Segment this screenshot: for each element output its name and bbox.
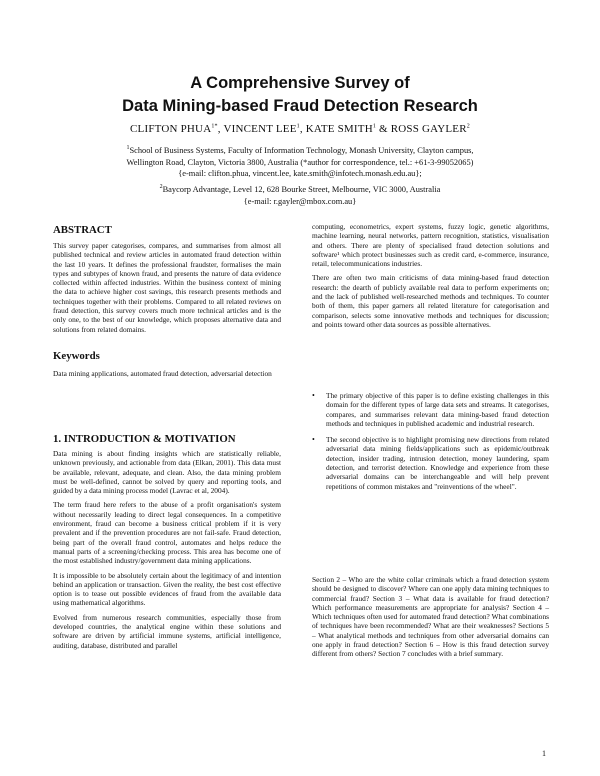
right-column-text	[312, 222, 549, 334]
affiliation-line: Wellington Road, Clayton, Victoria 3800, Australia (*author for correspondence, tel.: +61-3-99052065)	[126, 157, 474, 167]
paper-title-line-1: A Comprehensive Survey of	[190, 74, 410, 92]
list-item: • The primary objective of this paper is to define existing challenges in this domain for the different types of large data sets and streams. It categorises, compares, and summarises relevant data mining-based fraud detection methods and techniques in published academic and industrial research.	[312, 391, 549, 428]
author-affiliation-mark: 1	[372, 123, 377, 130]
affiliation-line: Baycorp Advantage, Level 12, 628 Bourke Street, Melbourne, VIC 3000, Australia	[162, 185, 441, 194]
objectives-list	[312, 391, 549, 498]
body-paragraph: It is impossible to be absolutely certain about the legitimacy of and intention behind an application or transaction. Given the reality, the best cost effective option is to tease out possible evidences of fraud from the available data using mathematical algorithms.	[53, 570, 281, 608]
affiliation-email: {e-mail: r.gayler@mbox.com.au}	[243, 196, 357, 206]
author-affiliation-mark: 2	[466, 123, 470, 130]
affiliation-2	[0, 184, 600, 207]
author-list	[0, 122, 600, 136]
body-paragraph: There are often two main criticisms of data mining-based fraud detection research: the dearth of publicly available real data to perform experiments on; and the lack of published well-researched methods and techniques. To counter both of them, this paper garners all related literature for categorisation and comparison, selects some innovative methods and techniques for discussion; and points toward other data sources as possible alternatives.	[312, 273, 549, 329]
body-paragraph: Section 2 – Who are the white collar criminals which a fraud detection system should be designed to discover? Where can one apply data mining techniques to commercial fraud? Section 3 – What data is available for fraud detection? Which performance measurements are appropriate for analysis? Section 4 – Which techniques often used for automated fraud detection? What combinations of techniques have been recommended? What are their weaknesses? Sections 5 – What analytical methods and techniques from other adversarial domains can one apply in fraud detection? Section 6 – How is this fraud detection survey different from others? Section 7 concludes with a brief summary.	[312, 575, 549, 659]
section-overview	[312, 575, 549, 664]
abstract-heading: ABSTRACT	[53, 224, 112, 236]
affiliation-mark: 1	[126, 145, 130, 152]
body-paragraph: The term fraud here refers to the abuse of a profit organisation's system without necessarily leading to direct legal consequences. In a competitive environment, fraud can become a business critical problem if it is very prevalent and if the prevention procedures are not fail-safe. Fraud detection, being part of the overall fraud control, automates and helps reduce the manual parts of a screening/checking process. This area has become one of the most established industry/government data mining applications.	[53, 500, 281, 566]
affiliation-1	[0, 145, 600, 180]
author-name: , KATE SMITH	[299, 123, 373, 135]
body-paragraph: computing, econometrics, expert systems, fuzzy logic, genetic algorithms, machine learning, neural networks, pattern recognition, statistics, visualisation and others. There are plenty of specialised fraud detection solutions and software¹ which protect businesses such as credit card, e-commerce, insurance, retail, telecommunications industries.	[312, 222, 549, 269]
author-affiliation-mark: 1	[296, 123, 300, 130]
introduction-text	[53, 449, 281, 655]
list-item: • The second objective is to highlight promising new directions from related adversarial data mining fields/applications such as epidemic/outbreak detection, insider trading, intrusion detection, money laundering, spam detection, and terrorist detection. Knowledge and experience from these adversarial domains can be interchangeable and will help prevent repetitions of common mistakes and "reinventions of the wheel".	[312, 435, 549, 491]
author-name: CLIFTON PHUA	[130, 123, 212, 135]
affiliation-line: School of Business Systems, Faculty of Information Technology, Monash University, Clayton campus,	[129, 146, 474, 155]
body-paragraph: Data mining is about finding insights which are statistically reliable, unknown previously, and actionable from data (Elkan, 2001). This data must be available, relevant, adequate, and clean. Also, the data mining problem must be well-defined, cannot be solved by query and reporting tools, and guided by a data mining process model (Lavrac et al, 2004).	[53, 449, 281, 496]
body-paragraph: Evolved from numerous research communities, especially those from developed countries, the analytical engine within these solutions and software are driven by artificial immune systems, artificial intelligence, auditing, database, distributed and parallel	[53, 612, 281, 650]
introduction-heading: 1. INTRODUCTION & MOTIVATION	[53, 433, 236, 445]
author-name: , VINCENT LEE	[217, 123, 297, 135]
abstract-paragraph: This survey paper categorises, compares, and summarises from almost all published technical and review articles in automated fraud detection within the last 10 years. It defines the professional fraudster, formalises the main types and subtypes of known fraud, and presents the nature of data evidence collected within affected industries. Within the business context of mining the data to achieve higher cost savings, this research presents methods and techniques together with their problems. Compared to all related reviews on fraud detection, this survey covers much more technical articles and is the only one, to the best of our knowledge, which proposes alternative data and solutions from related domains.	[53, 241, 281, 334]
keywords-paragraph: Data mining applications, automated fraud detection, adversarial detection	[53, 369, 272, 378]
affiliation-email: {e-mail: clifton.phua, vincent.lee, kate.smith@infotech.monash.edu.au};	[178, 169, 422, 178]
page-number: 1	[542, 749, 546, 758]
keywords-heading: Keywords	[53, 350, 100, 362]
paper-title-line-2: Data Mining-based Fraud Detection Research	[122, 97, 478, 115]
author-affiliation-mark: 1*	[211, 123, 218, 130]
author-name: & ROSS GAYLER	[376, 123, 467, 135]
keywords-text	[53, 369, 281, 383]
abstract-text	[53, 241, 281, 339]
affiliation-mark: 2	[159, 184, 163, 191]
